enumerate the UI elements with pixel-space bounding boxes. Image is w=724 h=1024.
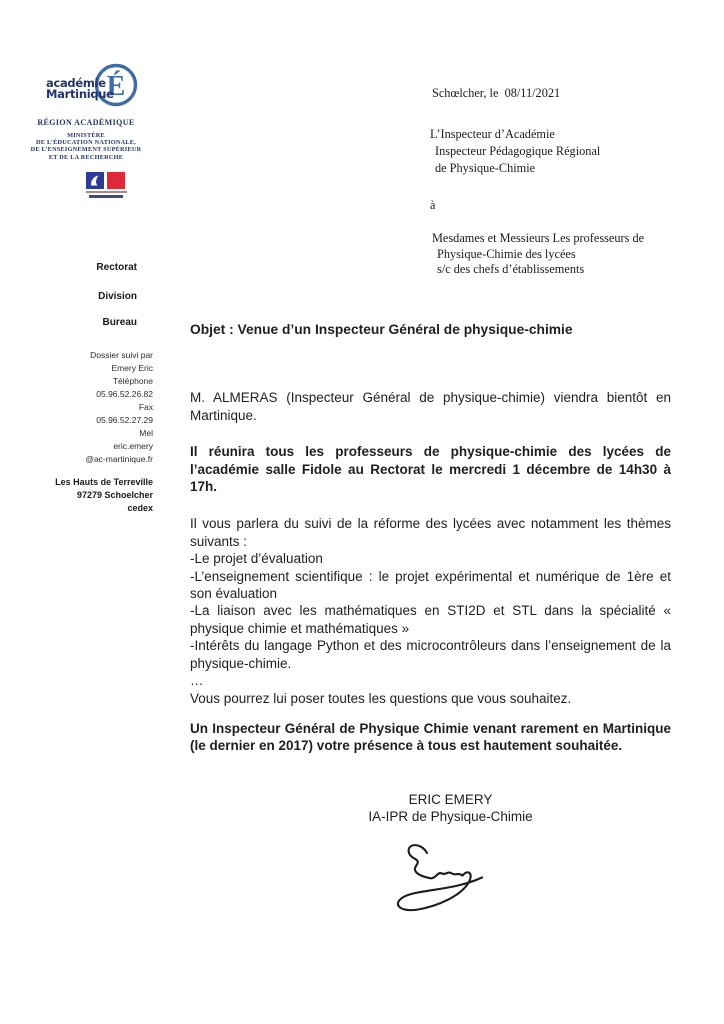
paragraph-themes-intro: Il vous parlera du suivi de la réforme des lycées avec notamment les thèmes suivants : bbox=[190, 516, 671, 549]
svg-text:É: É bbox=[106, 71, 126, 102]
region-academique-label: RÉGION ACADÉMIQUE bbox=[37, 118, 135, 127]
paragraph-meeting-bold: Il réunira tous les professeurs de physique-chimie des lycées de l’académie salle Fidole au Rectorat le mercredi 1 décembre de 14h30 à 17h. bbox=[190, 444, 671, 495]
ministry-line: ET DE LA RECHERCHE bbox=[48, 153, 124, 161]
theme-list-item: -Le projet d’évaluation bbox=[190, 551, 323, 567]
contact-line: 05.96.52.27.29 bbox=[96, 415, 153, 425]
sender-line: L’Inspecteur d’Académie bbox=[430, 127, 555, 141]
theme-list-item: -La liaison avec les mathématiques en STI2D et STL dans la spécialité « physique chimie et mathématiques » bbox=[190, 603, 671, 636]
paragraph-questions: Vous pourrez lui poser toutes les questions que vous souhaitez. bbox=[190, 690, 572, 706]
french-republic-flag-logo-icon bbox=[86, 172, 130, 198]
flag-blue-marianne-icon bbox=[86, 172, 104, 189]
contact-line: Dossier suivi par bbox=[90, 350, 153, 360]
theme-list-item: -Intérêts du langage Python et des microcontrôleurs dans l’enseignement de la physique-chimie. bbox=[190, 638, 671, 671]
academy-name-line1: académie bbox=[46, 76, 106, 90]
sidebar-postal-address bbox=[40, 476, 153, 515]
address-line: Les Hauts de Terreville bbox=[55, 477, 153, 487]
contact-line: Fax bbox=[138, 402, 153, 412]
handwritten-signature bbox=[385, 840, 490, 930]
ellipsis-line: … bbox=[190, 673, 204, 689]
flag-caption-rule bbox=[89, 195, 123, 198]
ministry-line: MINISTÈRE bbox=[67, 132, 105, 139]
signatory-name: ERIC EMERY bbox=[408, 791, 493, 807]
theme-list-item: -L’enseignement scientifique : le projet expérimental et numérique de 1ère et son évaluation bbox=[190, 568, 671, 602]
letter-body bbox=[190, 321, 671, 826]
signatory-title: IA-IPR de Physique-Chimie bbox=[368, 809, 533, 825]
contact-line: @ac-martinique.fr bbox=[85, 454, 153, 464]
contact-line: Mel bbox=[139, 428, 153, 438]
sidebar-rectorat-label: Rectorat bbox=[96, 262, 137, 273]
flag-red-square-icon bbox=[107, 172, 125, 189]
contact-line: Emery Eric bbox=[111, 363, 153, 373]
contact-line: 05.96.52.26.82 bbox=[96, 389, 153, 399]
contact-line: eric.emery bbox=[113, 441, 153, 451]
sender-line: Inspecteur Pédagogique Régional bbox=[435, 144, 601, 158]
sender-block bbox=[430, 126, 600, 177]
academie-martinique-logotype bbox=[46, 76, 114, 101]
signatory-block bbox=[190, 791, 671, 826]
recipient-line: s/c des chefs d’établissements bbox=[437, 262, 585, 277]
recipient-line: Physique-Chimie des lycées bbox=[437, 246, 576, 261]
sidebar-division-label: Division bbox=[98, 291, 137, 302]
flag-caption-rule bbox=[86, 191, 127, 194]
paragraph-intro: M. ALMERAS (Inspecteur Général de physique-chimie) viendra bientôt en Martinique. bbox=[190, 390, 671, 423]
sidebar-bureau-label: Bureau bbox=[102, 317, 137, 328]
ministry-line: DE L’ENSEIGNEMENT SUPÉRIEUR bbox=[30, 146, 142, 154]
contact-line: Téléphone bbox=[112, 376, 153, 386]
sidebar-contact-block bbox=[40, 349, 153, 466]
subject-line: Objet : Venue d’un Inspecteur Général de physique-chimie bbox=[190, 322, 573, 337]
to-word: à bbox=[430, 198, 436, 212]
date-line: Schœlcher, le 08/11/2021 bbox=[432, 86, 561, 100]
address-line: cedex bbox=[127, 503, 153, 513]
sender-line: de Physique-Chimie bbox=[435, 161, 536, 175]
ministry-block bbox=[28, 132, 144, 161]
address-line: 97279 Schoelcher bbox=[76, 490, 153, 500]
ministry-line: DE L’ÉDUCATION NATIONALE, bbox=[36, 139, 136, 147]
recipient-block bbox=[432, 231, 644, 278]
academy-name-line2: Martinique bbox=[46, 86, 114, 101]
paragraph-closing-bold: Un Inspecteur Général de Physique Chimie venant rarement en Martinique (le dernier en 2017) votre présence à tous est hautement souhaitée. bbox=[190, 720, 671, 754]
recipient-line: Mesdames et Messieurs Les professeurs de bbox=[432, 231, 645, 245]
